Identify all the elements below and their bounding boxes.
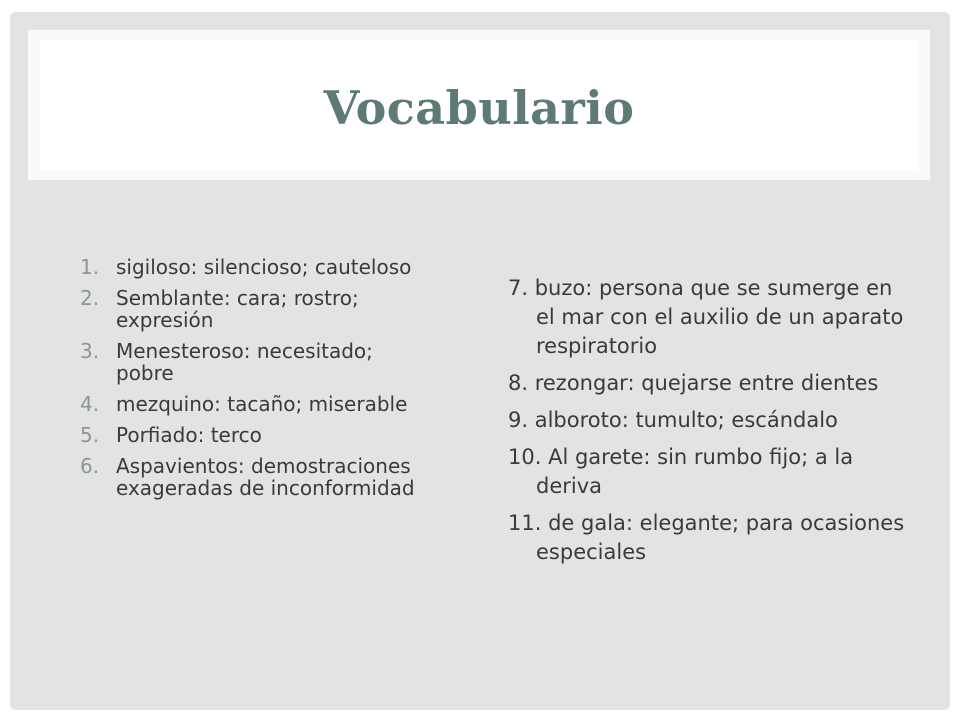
list-item-text: mezquino: tacaño; miserable (116, 392, 408, 416)
list-item (68, 256, 428, 278)
list-item: 7. buzo: persona que se sumerge en el mar con el auxilio de un aparato respiratorio (508, 276, 904, 358)
title-frame (28, 30, 930, 180)
list-item: 9. alboroto: tumulto; escándalo (508, 408, 838, 432)
title-box (40, 40, 918, 170)
vocabulary-list-left (68, 256, 428, 508)
list-item: 10. Al garete: sin rumbo fijo; a la deriva (508, 445, 854, 498)
list-item-text: Menesteroso: necesitado; pobre (116, 339, 373, 385)
list-item: 11. de gala: elegante; para ocasiones especiales (508, 511, 905, 564)
vocabulary-list-right (508, 274, 908, 575)
list-item-text: sigiloso: silencioso; cauteloso (116, 255, 412, 279)
list-item-text: Porfiado: terco (116, 423, 262, 447)
list-item-number: 3. (80, 339, 100, 363)
list-item (68, 393, 428, 415)
list-item (68, 424, 428, 446)
slide-title: Vocabulario (323, 81, 635, 135)
list-item-text: Semblante: cara; rostro; expresión (116, 286, 359, 332)
list-item-number: 6. (80, 454, 100, 478)
list-item: 8. rezongar: quejarse entre dientes (508, 371, 879, 395)
list-item (68, 287, 428, 331)
list-item-number: 5. (80, 423, 100, 447)
list-item-text: Aspavientos: demostraciones exageradas de inconformidad (116, 454, 415, 500)
list-item (68, 340, 428, 384)
list-item (68, 455, 428, 499)
slide (10, 12, 950, 710)
list-item-number: 4. (80, 392, 100, 416)
list-item-number: 2. (80, 286, 100, 310)
list-item-number: 1. (80, 255, 100, 279)
